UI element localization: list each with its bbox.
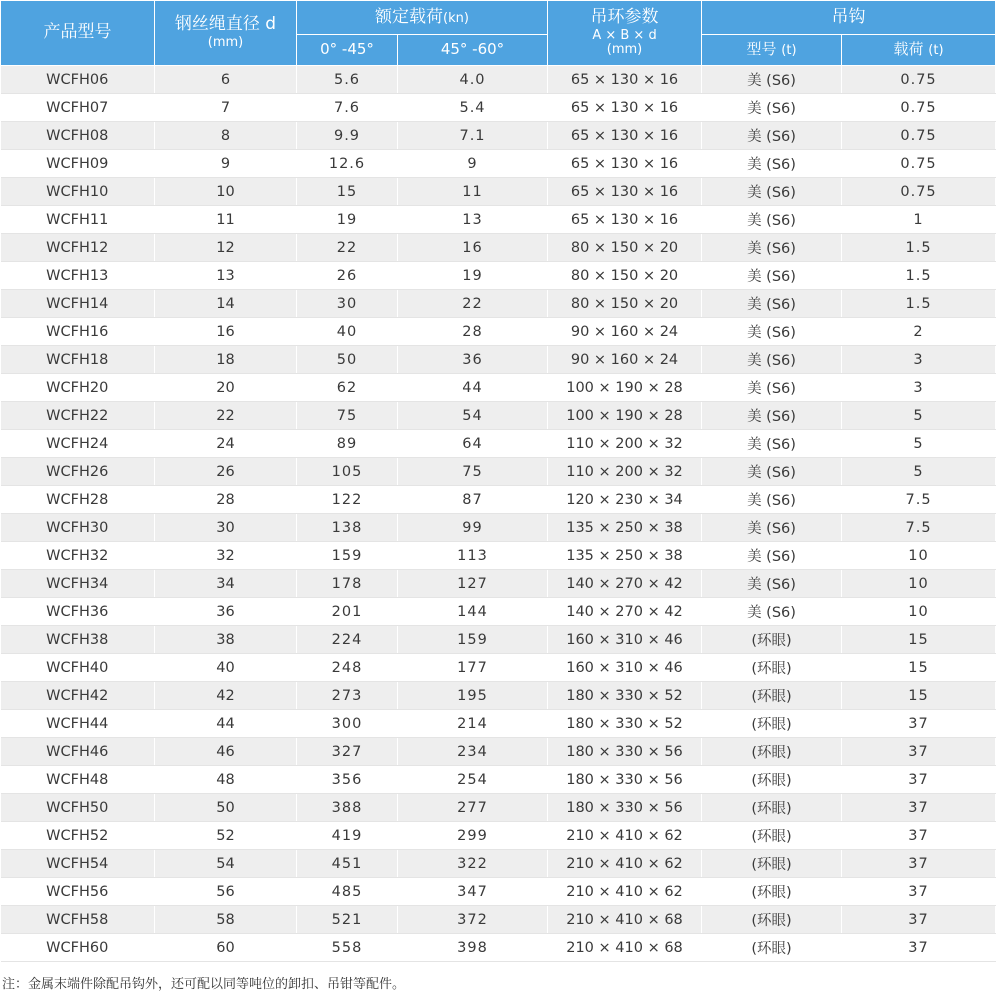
cell-rope-diameter: 12 (155, 234, 297, 262)
cell-load-0-45: 12.6 (297, 150, 398, 178)
header-hook-load (842, 35, 996, 66)
header-product-model (1, 1, 155, 66)
cell-load-0-45: 521 (297, 906, 398, 934)
cell-hook-load: 10 (842, 542, 996, 570)
cell-product-model: WCFH48 (1, 766, 155, 794)
cell-rope-diameter: 42 (155, 682, 297, 710)
cell-product-model: WCFH14 (1, 290, 155, 318)
cell-load-0-45: 30 (297, 290, 398, 318)
cell-rope-diameter: 54 (155, 850, 297, 878)
cell-ring-dims: 210 × 410 × 68 (548, 934, 702, 962)
cell-rope-diameter: 18 (155, 346, 297, 374)
cell-hook-load: 0.75 (842, 178, 996, 206)
cell-load-45-60: 28 (398, 318, 548, 346)
cell-hook-model: 美 (S6) (702, 318, 842, 346)
cell-hook-model: 美 (S6) (702, 402, 842, 430)
cell-product-model: WCFH22 (1, 402, 155, 430)
cell-load-45-60: 13 (398, 206, 548, 234)
cell-hook-model: (环眼) (702, 906, 842, 934)
cell-hook-load: 1.5 (842, 262, 996, 290)
cell-hook-load: 15 (842, 626, 996, 654)
cell-rope-diameter: 16 (155, 318, 297, 346)
header-angle-high-label: 45° -60° (440, 40, 505, 59)
header-angle-high (398, 35, 548, 66)
table-row (1, 626, 996, 654)
table-row (1, 710, 996, 738)
header-hook-model-label: 型号 (746, 40, 777, 59)
table-row (1, 850, 996, 878)
cell-product-model: WCFH12 (1, 234, 155, 262)
cell-product-model: WCFH38 (1, 626, 155, 654)
cell-load-45-60: 99 (398, 514, 548, 542)
table-row (1, 66, 996, 94)
table-row (1, 94, 996, 122)
cell-rope-diameter: 44 (155, 710, 297, 738)
cell-rope-diameter: 60 (155, 934, 297, 962)
cell-hook-load: 5 (842, 458, 996, 486)
cell-ring-dims: 65 × 130 × 16 (548, 122, 702, 150)
cell-load-0-45: 273 (297, 682, 398, 710)
cell-load-45-60: 214 (398, 710, 548, 738)
table-row (1, 122, 996, 150)
cell-ring-dims: 100 × 190 × 28 (548, 374, 702, 402)
table-header (1, 1, 996, 66)
cell-load-45-60: 177 (398, 654, 548, 682)
cell-ring-dims: 120 × 230 × 34 (548, 486, 702, 514)
cell-rope-diameter: 32 (155, 542, 297, 570)
cell-rope-diameter: 26 (155, 458, 297, 486)
cell-rope-diameter: 24 (155, 430, 297, 458)
table-row (1, 878, 996, 906)
cell-load-45-60: 4.0 (398, 66, 548, 94)
table-row (1, 234, 996, 262)
table-row (1, 458, 996, 486)
cell-hook-load: 10 (842, 598, 996, 626)
table-row (1, 486, 996, 514)
table-row (1, 206, 996, 234)
cell-hook-load: 1 (842, 206, 996, 234)
cell-rope-diameter: 40 (155, 654, 297, 682)
table-body (1, 66, 996, 962)
cell-load-45-60: 7.1 (398, 122, 548, 150)
cell-rope-diameter: 13 (155, 262, 297, 290)
header-angle-low-label: 0° -45° (320, 40, 374, 59)
table-row (1, 346, 996, 374)
cell-load-0-45: 19 (297, 206, 398, 234)
cell-hook-model: (环眼) (702, 934, 842, 962)
header-hook-load-label: 载荷 (893, 40, 924, 59)
cell-ring-dims: 90 × 160 × 24 (548, 346, 702, 374)
cell-load-0-45: 122 (297, 486, 398, 514)
cell-load-0-45: 5.6 (297, 66, 398, 94)
cell-ring-dims: 210 × 410 × 62 (548, 822, 702, 850)
cell-hook-model: (环眼) (702, 654, 842, 682)
cell-hook-model: (环眼) (702, 850, 842, 878)
cell-load-0-45: 419 (297, 822, 398, 850)
table-row (1, 178, 996, 206)
cell-load-0-45: 105 (297, 458, 398, 486)
table-row (1, 906, 996, 934)
cell-hook-load: 3 (842, 346, 996, 374)
header-hook-label: 吊钩 (831, 6, 866, 27)
cell-ring-dims: 135 × 250 × 38 (548, 514, 702, 542)
cell-load-45-60: 277 (398, 794, 548, 822)
cell-hook-load: 2 (842, 318, 996, 346)
cell-load-0-45: 138 (297, 514, 398, 542)
header-rope-diameter (155, 1, 297, 66)
cell-hook-model: (环眼) (702, 766, 842, 794)
cell-hook-load: 37 (842, 934, 996, 962)
cell-hook-model: (环眼) (702, 794, 842, 822)
cell-product-model: WCFH07 (1, 94, 155, 122)
cell-ring-dims: 210 × 410 × 62 (548, 878, 702, 906)
cell-load-45-60: 44 (398, 374, 548, 402)
cell-hook-load: 0.75 (842, 150, 996, 178)
cell-hook-model: (环眼) (702, 878, 842, 906)
header-ring-unit: (mm) (606, 41, 643, 57)
cell-ring-dims: 140 × 270 × 42 (548, 598, 702, 626)
cell-hook-load: 37 (842, 794, 996, 822)
cell-hook-model: 美 (S6) (702, 598, 842, 626)
cell-product-model: WCFH34 (1, 570, 155, 598)
cell-load-0-45: 22 (297, 234, 398, 262)
cell-hook-load: 15 (842, 682, 996, 710)
cell-hook-model: 美 (S6) (702, 94, 842, 122)
cell-ring-dims: 80 × 150 × 20 (548, 234, 702, 262)
cell-hook-load: 5 (842, 402, 996, 430)
table-row (1, 262, 996, 290)
cell-load-0-45: 356 (297, 766, 398, 794)
cell-rope-diameter: 34 (155, 570, 297, 598)
cell-load-45-60: 16 (398, 234, 548, 262)
cell-load-45-60: 5.4 (398, 94, 548, 122)
cell-rope-diameter: 20 (155, 374, 297, 402)
cell-rope-diameter: 58 (155, 906, 297, 934)
cell-hook-load: 15 (842, 654, 996, 682)
cell-load-0-45: 9.9 (297, 122, 398, 150)
cell-hook-model: 美 (S6) (702, 486, 842, 514)
cell-ring-dims: 65 × 130 × 16 (548, 66, 702, 94)
cell-load-45-60: 11 (398, 178, 548, 206)
cell-load-45-60: 159 (398, 626, 548, 654)
cell-ring-dims: 160 × 310 × 46 (548, 654, 702, 682)
cell-load-45-60: 144 (398, 598, 548, 626)
cell-ring-dims: 65 × 130 × 16 (548, 178, 702, 206)
cell-load-0-45: 485 (297, 878, 398, 906)
cell-load-45-60: 195 (398, 682, 548, 710)
cell-hook-model: 美 (S6) (702, 290, 842, 318)
table-row (1, 598, 996, 626)
cell-product-model: WCFH10 (1, 178, 155, 206)
cell-hook-model: 美 (S6) (702, 374, 842, 402)
cell-ring-dims: 180 × 330 × 52 (548, 682, 702, 710)
table-row (1, 654, 996, 682)
cell-ring-dims: 65 × 130 × 16 (548, 150, 702, 178)
cell-rope-diameter: 7 (155, 94, 297, 122)
cell-hook-model: (环眼) (702, 626, 842, 654)
cell-load-0-45: 248 (297, 654, 398, 682)
cell-hook-load: 0.75 (842, 94, 996, 122)
cell-load-0-45: 40 (297, 318, 398, 346)
cell-product-model: WCFH58 (1, 906, 155, 934)
cell-rope-diameter: 10 (155, 178, 297, 206)
cell-load-0-45: 7.6 (297, 94, 398, 122)
cell-product-model: WCFH40 (1, 654, 155, 682)
cell-load-45-60: 19 (398, 262, 548, 290)
header-rated-load-label: 额定载荷 (375, 6, 444, 27)
cell-load-45-60: 54 (398, 402, 548, 430)
cell-rope-diameter: 14 (155, 290, 297, 318)
cell-product-model: WCFH36 (1, 598, 155, 626)
cell-load-45-60: 347 (398, 878, 548, 906)
cell-hook-model: 美 (S6) (702, 150, 842, 178)
cell-hook-model: 美 (S6) (702, 430, 842, 458)
cell-hook-model: 美 (S6) (702, 458, 842, 486)
cell-product-model: WCFH46 (1, 738, 155, 766)
cell-product-model: WCFH11 (1, 206, 155, 234)
table-row (1, 402, 996, 430)
cell-rope-diameter: 8 (155, 122, 297, 150)
table-row (1, 150, 996, 178)
cell-ring-dims: 110 × 200 × 32 (548, 458, 702, 486)
cell-product-model: WCFH30 (1, 514, 155, 542)
cell-load-45-60: 322 (398, 850, 548, 878)
cell-ring-dims: 65 × 130 × 16 (548, 206, 702, 234)
cell-hook-load: 37 (842, 822, 996, 850)
table-row (1, 738, 996, 766)
cell-load-0-45: 201 (297, 598, 398, 626)
cell-load-45-60: 299 (398, 822, 548, 850)
header-angle-low (297, 35, 398, 66)
cell-hook-model: 美 (S6) (702, 178, 842, 206)
cell-hook-load: 37 (842, 710, 996, 738)
cell-hook-model: 美 (S6) (702, 66, 842, 94)
cell-ring-dims: 180 × 330 × 56 (548, 794, 702, 822)
cell-load-0-45: 159 (297, 542, 398, 570)
cell-rope-diameter: 9 (155, 150, 297, 178)
cell-ring-dims: 180 × 330 × 52 (548, 710, 702, 738)
cell-product-model: WCFH20 (1, 374, 155, 402)
cell-product-model: WCFH28 (1, 486, 155, 514)
cell-ring-dims: 210 × 410 × 62 (548, 850, 702, 878)
cell-load-0-45: 388 (297, 794, 398, 822)
cell-ring-dims: 100 × 190 × 28 (548, 402, 702, 430)
cell-hook-model: (环眼) (702, 822, 842, 850)
cell-product-model: WCFH24 (1, 430, 155, 458)
cell-product-model: WCFH32 (1, 542, 155, 570)
cell-product-model: WCFH52 (1, 822, 155, 850)
cell-hook-model: 美 (S6) (702, 206, 842, 234)
cell-load-0-45: 224 (297, 626, 398, 654)
table-row (1, 934, 996, 962)
cell-hook-model: 美 (S6) (702, 262, 842, 290)
cell-load-0-45: 178 (297, 570, 398, 598)
cell-product-model: WCFH60 (1, 934, 155, 962)
cell-load-0-45: 89 (297, 430, 398, 458)
cell-hook-model: (环眼) (702, 738, 842, 766)
cell-hook-load: 0.75 (842, 122, 996, 150)
header-rope-diameter-label: 钢丝绳直径 d (174, 14, 277, 35)
cell-hook-load: 5 (842, 430, 996, 458)
header-hook (702, 1, 996, 35)
cell-load-45-60: 398 (398, 934, 548, 962)
cell-load-0-45: 75 (297, 402, 398, 430)
table-row (1, 514, 996, 542)
cell-load-0-45: 62 (297, 374, 398, 402)
cell-hook-load: 37 (842, 738, 996, 766)
cell-hook-load: 7.5 (842, 514, 996, 542)
cell-rope-diameter: 36 (155, 598, 297, 626)
cell-hook-load: 37 (842, 906, 996, 934)
header-hook-model-unit: (t) (781, 43, 797, 59)
header-hook-load-unit: (t) (928, 43, 944, 59)
table-row (1, 822, 996, 850)
cell-product-model: WCFH42 (1, 682, 155, 710)
cell-hook-load: 1.5 (842, 234, 996, 262)
table-row (1, 290, 996, 318)
cell-load-45-60: 372 (398, 906, 548, 934)
cell-load-0-45: 558 (297, 934, 398, 962)
cell-rope-diameter: 6 (155, 66, 297, 94)
cell-rope-diameter: 46 (155, 738, 297, 766)
cell-product-model: WCFH18 (1, 346, 155, 374)
table-row (1, 570, 996, 598)
cell-load-45-60: 254 (398, 766, 548, 794)
footnote: 注：金属末端件除配吊钩外，还可配以同等吨位的卸扣、吊钳等配件。 (2, 977, 406, 992)
cell-rope-diameter: 48 (155, 766, 297, 794)
cell-rope-diameter: 38 (155, 626, 297, 654)
cell-load-0-45: 451 (297, 850, 398, 878)
cell-product-model: WCFH50 (1, 794, 155, 822)
cell-product-model: WCFH26 (1, 458, 155, 486)
cell-product-model: WCFH16 (1, 318, 155, 346)
cell-rope-diameter: 52 (155, 822, 297, 850)
cell-hook-load: 37 (842, 878, 996, 906)
cell-rope-diameter: 22 (155, 402, 297, 430)
cell-rope-diameter: 28 (155, 486, 297, 514)
cell-load-45-60: 234 (398, 738, 548, 766)
cell-load-45-60: 9 (398, 150, 548, 178)
cell-load-0-45: 327 (297, 738, 398, 766)
cell-hook-model: 美 (S6) (702, 234, 842, 262)
cell-ring-dims: 65 × 130 × 16 (548, 94, 702, 122)
cell-product-model: WCFH09 (1, 150, 155, 178)
cell-load-45-60: 87 (398, 486, 548, 514)
cell-ring-dims: 80 × 150 × 20 (548, 290, 702, 318)
cell-ring-dims: 110 × 200 × 32 (548, 430, 702, 458)
header-rated-load-unit: (kn) (443, 10, 469, 26)
table-row (1, 374, 996, 402)
cell-hook-load: 7.5 (842, 486, 996, 514)
cell-load-0-45: 15 (297, 178, 398, 206)
table-row (1, 430, 996, 458)
cell-ring-dims: 210 × 410 × 68 (548, 906, 702, 934)
cell-hook-model: 美 (S6) (702, 346, 842, 374)
cell-load-45-60: 64 (398, 430, 548, 458)
cell-product-model: WCFH44 (1, 710, 155, 738)
table-row (1, 542, 996, 570)
cell-hook-model: 美 (S6) (702, 122, 842, 150)
cell-hook-model: (环眼) (702, 710, 842, 738)
header-rope-diameter-unit: (mm) (207, 35, 244, 51)
cell-hook-load: 3 (842, 374, 996, 402)
cell-hook-load: 1.5 (842, 290, 996, 318)
header-product-model-label: 产品型号 (43, 22, 112, 43)
cell-product-model: WCFH13 (1, 262, 155, 290)
cell-load-45-60: 75 (398, 458, 548, 486)
cell-rope-diameter: 56 (155, 878, 297, 906)
header-ring-params (548, 1, 702, 66)
cell-product-model: WCFH56 (1, 878, 155, 906)
cell-ring-dims: 80 × 150 × 20 (548, 262, 702, 290)
cell-rope-diameter: 30 (155, 514, 297, 542)
cell-hook-load: 10 (842, 570, 996, 598)
cell-hook-model: 美 (S6) (702, 542, 842, 570)
header-rated-load (297, 1, 548, 35)
cell-ring-dims: 140 × 270 × 42 (548, 570, 702, 598)
table-row (1, 682, 996, 710)
cell-ring-dims: 135 × 250 × 38 (548, 542, 702, 570)
table-row (1, 794, 996, 822)
cell-rope-diameter: 50 (155, 794, 297, 822)
cell-load-45-60: 113 (398, 542, 548, 570)
cell-hook-load: 0.75 (842, 66, 996, 94)
cell-load-45-60: 36 (398, 346, 548, 374)
cell-hook-model: 美 (S6) (702, 570, 842, 598)
cell-load-45-60: 127 (398, 570, 548, 598)
cell-product-model: WCFH54 (1, 850, 155, 878)
cell-product-model: WCFH08 (1, 122, 155, 150)
header-ring-params-label: 吊环参数 (590, 7, 659, 28)
cell-load-45-60: 22 (398, 290, 548, 318)
cell-rope-diameter: 11 (155, 206, 297, 234)
cell-hook-load: 37 (842, 850, 996, 878)
cell-hook-model: 美 (S6) (702, 514, 842, 542)
cell-ring-dims: 180 × 330 × 56 (548, 766, 702, 794)
cell-load-0-45: 300 (297, 710, 398, 738)
cell-load-0-45: 26 (297, 262, 398, 290)
cell-ring-dims: 180 × 330 × 56 (548, 738, 702, 766)
cell-ring-dims: 160 × 310 × 46 (548, 626, 702, 654)
table-row (1, 318, 996, 346)
cell-hook-load: 37 (842, 766, 996, 794)
cell-product-model: WCFH06 (1, 66, 155, 94)
cell-load-0-45: 50 (297, 346, 398, 374)
header-hook-model (702, 35, 842, 66)
header-ring-dims: A × B × d (592, 28, 657, 44)
cell-hook-model: (环眼) (702, 682, 842, 710)
cell-ring-dims: 90 × 160 × 24 (548, 318, 702, 346)
table-row (1, 766, 996, 794)
